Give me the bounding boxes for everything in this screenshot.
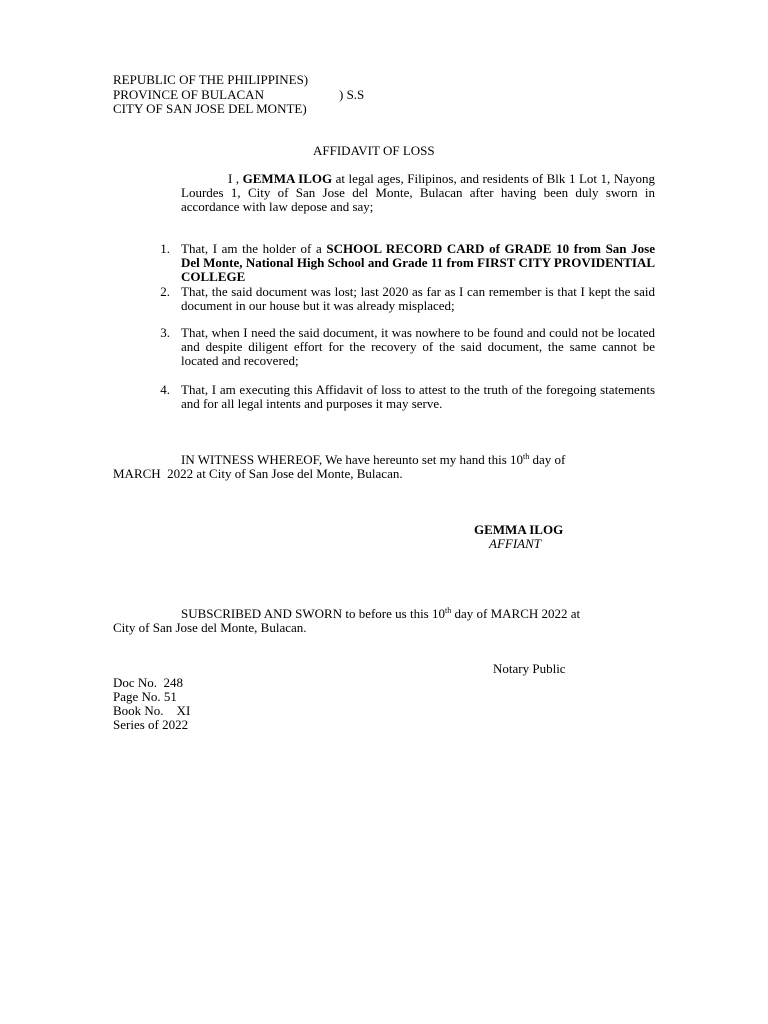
document-title: AFFIDAVIT OF LOSS <box>313 143 435 158</box>
item-1-bold: SCHOOL RECORD CARD of GRADE 10 from San Jose Del Monte, National High School and Grade 11 from FIRST CITY PROVIDENTIAL COLLEGE <box>181 241 655 284</box>
item-1-text <box>181 242 655 284</box>
witness-pre: IN WITNESS WHEREOF, We have hereunto set my hand this 10 <box>181 452 524 467</box>
witness-line-2: MARCH 2022 at City of San Jose del Monte, Bulacan. <box>113 466 403 481</box>
affiant-role: AFFIANT <box>489 536 541 551</box>
item-1-number: 1. <box>160 241 170 256</box>
docket-doc-no: Doc No. 248 <box>113 675 184 690</box>
witness-post: day of <box>529 452 566 467</box>
jurat-line-2: City of San Jose del Monte, Bulacan. <box>113 620 307 635</box>
item-2-number: 2. <box>160 284 170 299</box>
intro-lead: I , <box>228 171 243 186</box>
venue-ss: ) S.S <box>339 87 365 102</box>
jurat-pre: SUBSCRIBED AND SWORN to before us this 10 <box>181 606 445 621</box>
intro-rest: at legal ages, Filipinos, and residents of Blk 1 Lot 1, Nayong Lourdes 1, City of San Jose del Monte, Bulacan after having been duly sworn in accordance with law depose and say; <box>181 171 655 214</box>
notary-public-label: Notary Public <box>493 661 566 676</box>
item-3-text: That, when I need the said document, it was nowhere to be found and could not be located and despite diligent effort for the recovery of the said document, the same cannot be located and recovered; <box>181 325 655 368</box>
item-4-text: That, I am executing this Affidavit of loss to attest to the truth of the foregoing statements and for all legal intents and purposes it may serve. <box>181 382 655 411</box>
item-1-lead: That, I am the holder of a <box>181 241 327 256</box>
docket-page-no: Page No. 51 <box>113 689 177 704</box>
venue-republic: REPUBLIC OF THE PHILIPPINES) <box>113 72 309 87</box>
witness-sup: th <box>523 452 530 461</box>
jurat-sup: th <box>445 606 452 615</box>
venue-province: PROVINCE OF BULACAN <box>113 87 264 102</box>
affiant-name-intro: GEMMA ILOG <box>242 171 333 186</box>
item-3-number: 3. <box>160 325 170 340</box>
affiant-signature-name: GEMMA ILOG <box>474 522 564 537</box>
docket-book-no: Book No. XI <box>113 703 191 718</box>
jurat-line-1 <box>181 607 580 621</box>
witness-line-1 <box>181 453 565 467</box>
item-4-number: 4. <box>160 382 170 397</box>
docket-series: Series of 2022 <box>113 717 189 732</box>
venue-city: CITY OF SAN JOSE DEL MONTE) <box>113 101 307 116</box>
item-2-text: That, the said document was lost; last 2020 as far as I can remember is that I kept the said document in our house but it was already misplaced; <box>181 284 655 313</box>
intro-paragraph <box>181 172 655 214</box>
jurat-post: day of MARCH 2022 at <box>451 606 581 621</box>
